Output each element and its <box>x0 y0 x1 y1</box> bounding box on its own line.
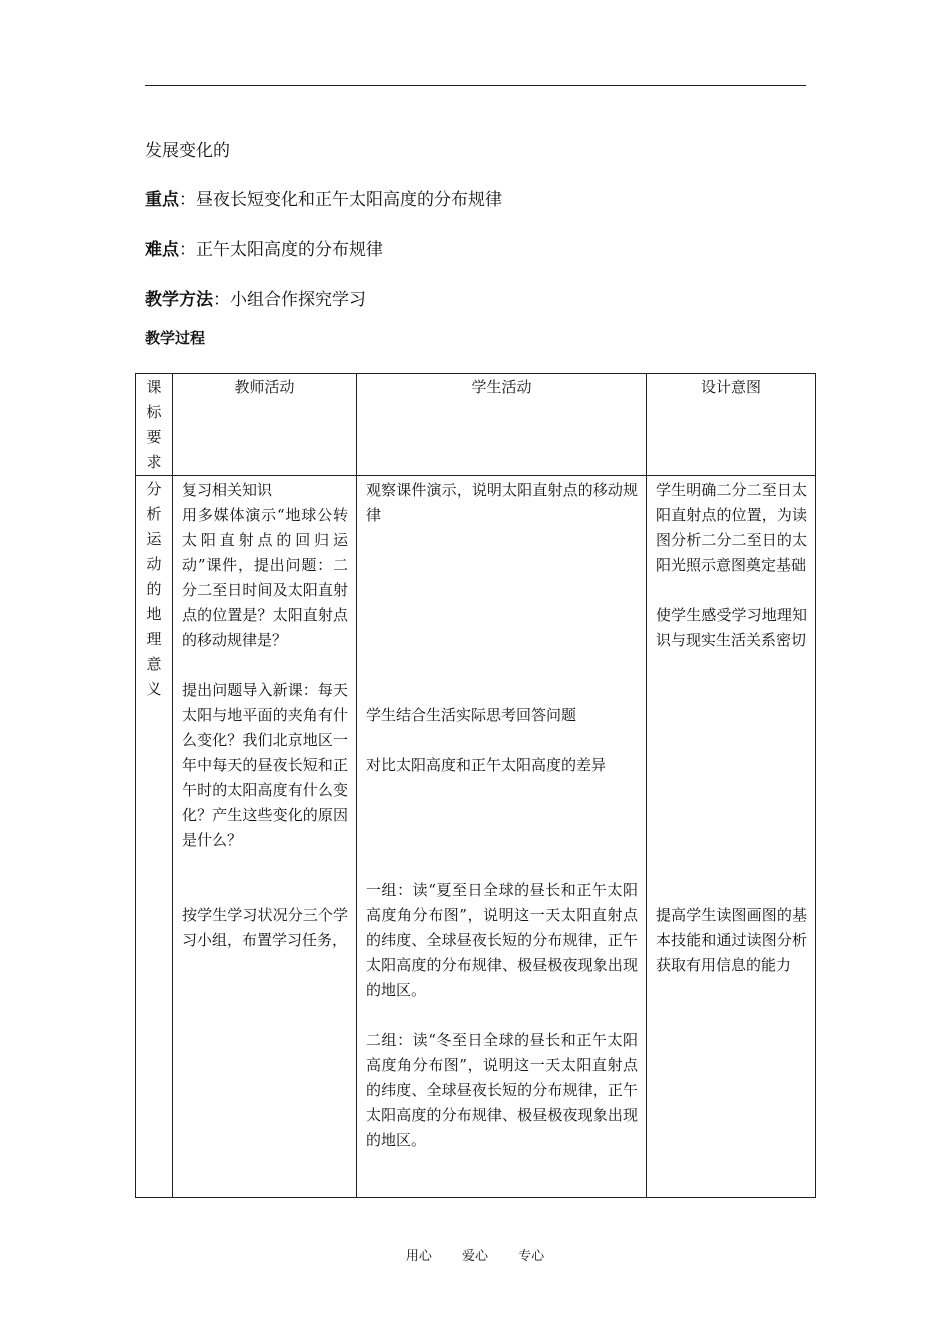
lesson-table <box>135 373 816 1198</box>
table-header-row <box>136 374 816 476</box>
difficulty-label: 难点 <box>145 240 179 260</box>
key-point-line <box>145 188 502 212</box>
header-curriculum <box>136 374 173 476</box>
curriculum-char: 动 <box>146 555 162 573</box>
footer-word: 专心 <box>518 1249 545 1264</box>
method-label: 教学方法 <box>145 290 213 310</box>
curriculum-cell <box>136 476 173 1198</box>
curriculum-char: 理 <box>146 630 162 648</box>
student-paragraph: 学生结合生活实际思考回答问题 <box>366 706 577 724</box>
teacher-paragraph: 按学生学习状况分三个学习小组，布置学习任务， <box>182 906 348 949</box>
curriculum-char: 意 <box>146 655 162 673</box>
intro-line: 发展变化的 <box>145 141 230 161</box>
header-char: 要 <box>146 428 162 446</box>
key-point-label: 重点 <box>145 190 179 210</box>
process-heading: 教学过程 <box>145 329 206 347</box>
header-design: 设计意图 <box>647 374 816 476</box>
page-footer <box>0 1248 950 1266</box>
footer-word: 爱心 <box>461 1249 488 1264</box>
difficulty-line <box>145 238 383 262</box>
curriculum-char: 析 <box>146 505 162 523</box>
student-paragraph: 对比太阳高度和正午太阳高度的差异 <box>366 756 607 774</box>
header-char: 求 <box>146 453 162 471</box>
student-paragraph: 二组：读“冬至日全球的昼长和正午太阳高度角分布图”，说明这一天太阳直射点的纬度、全球昼夜长短的分布规律，正午太阳高度的分布规律、极昼极夜现象出现的地区。 <box>366 1031 638 1149</box>
method-line <box>145 288 366 312</box>
design-paragraph: 使学生感受学习地理知识与现实生活关系密切 <box>656 606 807 649</box>
curriculum-char: 的 <box>146 580 162 598</box>
student-paragraph: 一组：读“夏至日全球的昼长和正午太阳高度角分布图”，说明这一天太阳直射点的纬度、全球昼夜长短的分布规律，正午太阳高度的分布规律、极昼极夜现象出现的地区。 <box>366 881 638 999</box>
curriculum-char: 分 <box>146 480 162 498</box>
curriculum-char: 地 <box>146 605 162 623</box>
method-text: ：小组合作探究学习 <box>213 290 366 310</box>
student-paragraph: 观察课件演示，说明太阳直射点的移动规律 <box>366 481 638 524</box>
teacher-paragraph: 用多媒体演示“地球公转太阳直射点的回归运动”课件，提出问题：二分二至日时间及太阳直射点的位置是？太阳直射点的移动规律是？ <box>182 506 348 649</box>
teacher-paragraph: 提出问题导入新课：每天太阳与地平面的夹角有什么变化？我们北京地区一年中每天的昼夜长短和正午时的太阳高度有什么变化？产生这些变化的原因是什么？ <box>182 681 348 849</box>
curriculum-char: 运 <box>146 530 162 548</box>
design-paragraph: 提高学生读图画图的基本技能和通过读图分析获取有用信息的能力 <box>656 906 807 974</box>
header-char: 标 <box>146 403 162 421</box>
footer-word: 用心 <box>405 1249 432 1264</box>
header-teacher: 教师活动 <box>173 374 357 476</box>
student-cell <box>357 476 647 1198</box>
teacher-paragraph: 复习相关知识 <box>182 481 273 499</box>
curriculum-char: 义 <box>146 680 162 698</box>
teacher-cell <box>173 476 357 1198</box>
header-char: 课 <box>146 378 162 396</box>
header-student: 学生活动 <box>357 374 647 476</box>
key-point-text: ：昼夜长短变化和正午太阳高度的分布规律 <box>179 190 502 210</box>
design-cell <box>647 476 816 1198</box>
difficulty-text: ：正午太阳高度的分布规律 <box>179 240 383 260</box>
design-paragraph: 学生明确二分二至日太阳直射点的位置，为读图分析二分二至日的太阳光照示意图奠定基础 <box>656 481 807 574</box>
header-rule <box>145 85 806 86</box>
table-row <box>136 476 816 1198</box>
